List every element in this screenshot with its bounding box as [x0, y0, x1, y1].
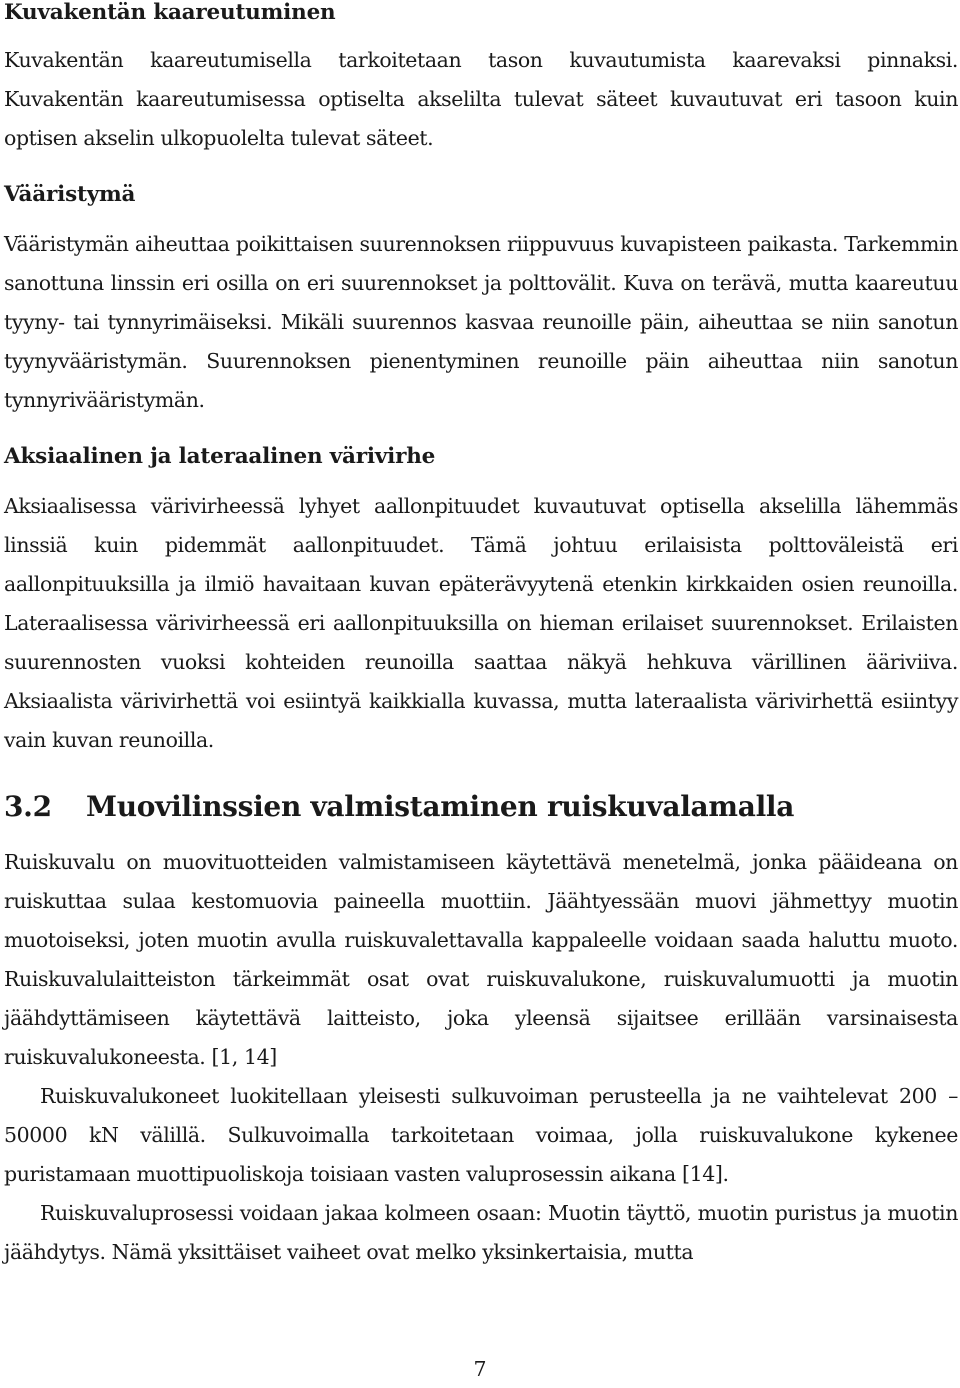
paragraph-vaaristyma: Vääristymän aiheuttaa poikittaisen suurennoksen riippuvuus kuvapisteen paikasta. Tarkemmin sanottuna linssin eri osilla on eri suurennokset ja polttovälit. Kuva on terävä, mutta kaareutuu tyyny- tai tynnyrimäiseksi. Mikäli suurennos kasvaa reunoille päin, aiheuttaa se niin sanotun tyynyvääristymän. Suurennoksen pienentyminen reunoille päin aiheuttaa niin sanotun tynnyrivääristymän.	[4, 232, 958, 412]
page-number: 7	[473, 1357, 487, 1381]
heading-vaaristyma: Vääristymä	[4, 182, 136, 207]
paragraph-varivirhe: Aksiaalisessa värivirheessä lyhyet aallonpituudet kuvautuvat optisella akselilla lähemmäs linssiä kuin pidemmät aallonpituudet. Tämä johtuu erilaisista polttoväleistä eri aallonpituuksilla ja ilmiö havaitaan kuvan epäterävyytenä etenkin kirkkaiden osien reunoilla. Lateraalisessa värivirheessä eri aallonpituuksilla on hieman erilaiset suurennokset. Erilaisten suurennosten vuoksi kohteiden reunoilla saattaa näkyä hehkuva värillinen ääriviiva. Aksiaalista värivirhettä voi esiintyä kaikkialla kuvassa, mutta lateraalista värivirhettä esiintyy vain kuvan reunoilla.	[4, 494, 958, 752]
paragraph-kuvakentan-kaareutuminen: Kuvakentän kaareutumisella tarkoitetaan tason kuvautumista kaarevaksi pinnaksi. Kuvakentän kaareutumisessa optiselta akselilta tulevat säteet kuvautuvat eri tasoon kuin optisen akselin ulkopuolelta tulevat säteet.	[4, 48, 958, 150]
heading-varivirhe: Aksiaalinen ja lateraalinen värivirhe	[4, 444, 436, 469]
section-heading-3-2	[4, 790, 958, 823]
heading-kuvakentan-kaareutuminen: Kuvakentän kaareutuminen	[4, 0, 336, 25]
paragraph-ruiskuvalu-1: Ruiskuvalu on muovituotteiden valmistamiseen käytettävä menetelmä, jonka pääideana on ruiskuttaa sulaa kestomuovia paineella muottiin. Jäähtyessään muovi jähmettyy muotin muotoiseksi, joten muotin avulla ruiskuvalettavalla kappaleelle voidaan saada haluttu muoto. Ruiskuvalulaitteiston tärkeimmät osat ovat ruiskuvalukone, ruiskuvalumuotti ja muotin jäähdyttämiseen käytettävä laitteisto, joka yleensä sijaitsee erillään varsinaisesta ruiskuvalukoneesta. [1, 14]	[4, 850, 958, 1069]
document-page	[4, 0, 958, 1272]
section-number: 3.2	[4, 790, 52, 823]
section-title: Muovilinssien valmistaminen ruiskuvalamalla	[86, 790, 795, 823]
paragraph-ruiskuvalu-3: Ruiskuvaluprosessi voidaan jakaa kolmeen osaan: Muotin täyttö, muotin puristus ja muotin jäähdytys. Nämä yksittäiset vaiheet ovat melko yksinkertaisia, mutta	[4, 1201, 958, 1264]
paragraph-ruiskuvalu-2: Ruiskuvalukoneet luokitellaan yleisesti sulkuvoiman perusteella ja ne vaihtelevat 200 – 50000 kN välillä. Sulkuvoimalla tarkoitetaan voimaa, jolla ruiskuvalukone kykenee puristamaan muottipuoliskoja toisiaan vasten valuprosessin aikana [14].	[4, 1084, 958, 1186]
